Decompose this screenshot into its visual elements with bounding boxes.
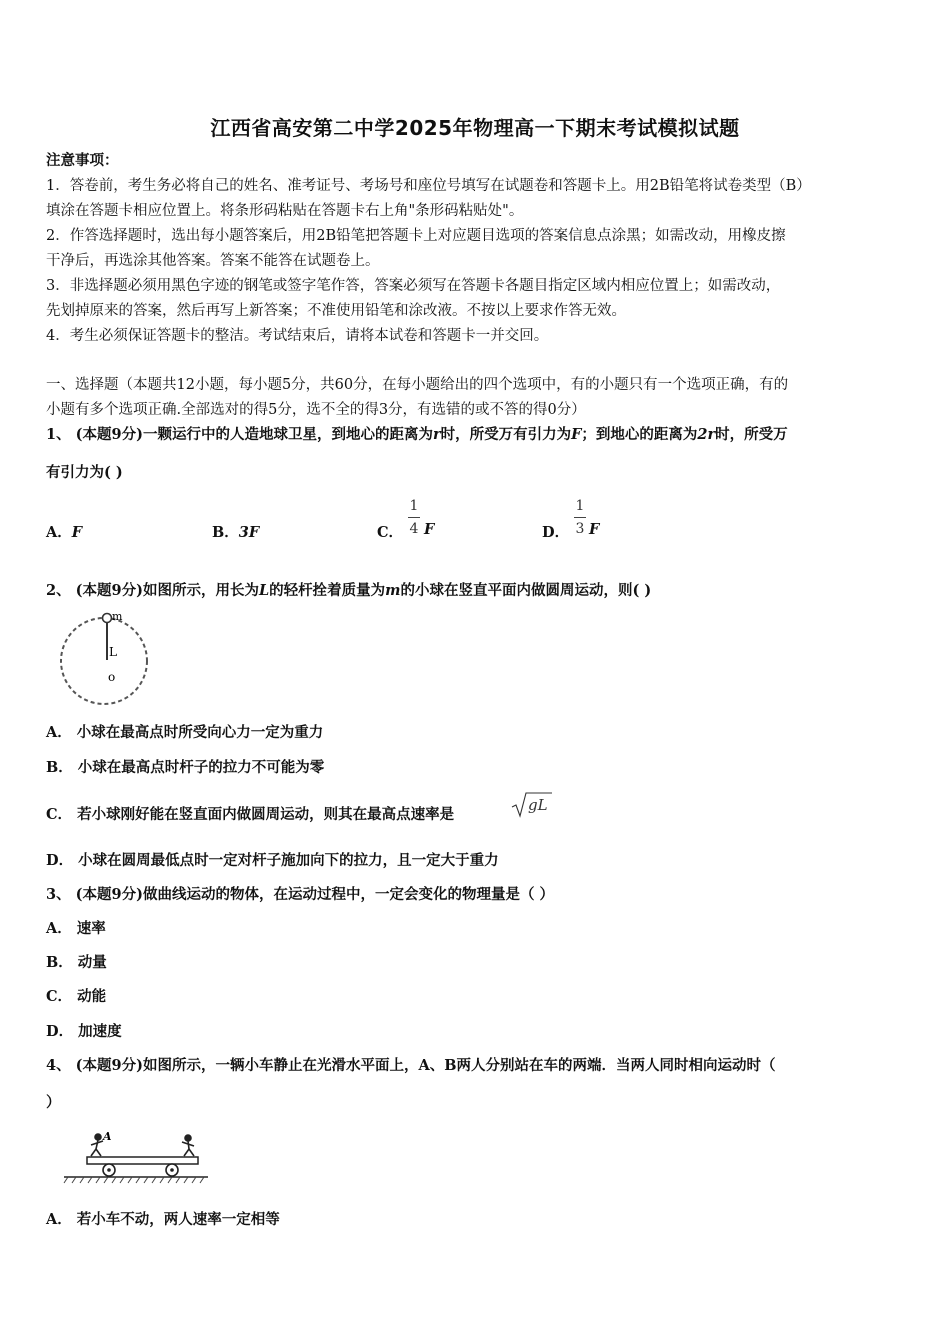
q1-text: 时，所受万有引力为 bbox=[440, 426, 572, 443]
option-value: F bbox=[589, 521, 600, 538]
q2-circle-figure bbox=[50, 608, 160, 710]
q2-option-b[interactable]: B． 小球在最高点时杆子的拉力不可能为零 bbox=[46, 759, 325, 776]
q2-var-m: m bbox=[385, 582, 401, 599]
fraction-denominator: 3 bbox=[575, 521, 585, 537]
option-value: 3F bbox=[238, 524, 260, 541]
question-1-stem-cont: 有引力为( ) bbox=[46, 464, 123, 481]
option-text: C． 若小球刚好能在竖直面内做圆周运动，则其在最高点速率是 bbox=[46, 806, 455, 823]
q2-option-d[interactable]: D． 小球在圆周最低点时一定对杆子施加向下的拉力，且一定大于重力 bbox=[46, 852, 499, 869]
q1-text: 1、 (本题9分)一颗运行中的人造地球卫星，到地心的距离为 bbox=[46, 426, 433, 443]
notice-line: 干净后，再选涂其他答案。答案不能答在试题卷上。 bbox=[46, 253, 380, 269]
page-title: 江西省高安第二中学2025年物理高一下期末考试模拟试题 bbox=[210, 116, 740, 140]
sqrt-radicand: gL bbox=[528, 796, 548, 814]
q1-text: ；到地心的距离为 bbox=[581, 426, 698, 443]
q1-option-c-value bbox=[424, 521, 434, 538]
q4-option-a[interactable]: A． 若小车不动，两人速率一定相等 bbox=[46, 1211, 280, 1228]
option-value: F bbox=[71, 524, 83, 541]
sqrt-gl-expression bbox=[510, 790, 554, 820]
label-L: L bbox=[109, 645, 117, 659]
option-label: A． bbox=[46, 524, 72, 541]
section-heading: 一、选择题（本题共12小题，每小题5分，共60分，在每小题给出的四个选项中，有的小题只有一个选项正确，有的 bbox=[46, 377, 789, 393]
q2-text: 的轻杆拴着质量为 bbox=[269, 582, 386, 599]
notice-line: 先划掉原来的答案，然后再写上新答案；不准使用铅笔和涂改液。不按以上要求作答无效。 bbox=[46, 303, 626, 319]
question-4-stem: 4、 (本题9分)如图所示，一辆小车静止在光滑水平面上，A、B两人分别站在车的两端．当两人同时相向运动时（ bbox=[46, 1057, 776, 1074]
q1-option-d-value bbox=[589, 521, 599, 538]
notice-line: 1．答卷前，考生务必将自己的姓名、准考证号、考场号和座位号填写在试题卷和答题卡上。用2B铅笔将试卷类型（B） bbox=[46, 178, 811, 194]
question-1-stem bbox=[46, 424, 916, 446]
q1-var-2r: 2r bbox=[697, 426, 716, 443]
q2-text: 的小球在竖直平面内做圆周运动，则( ) bbox=[400, 582, 652, 599]
fraction-numerator: 1 bbox=[575, 498, 585, 514]
notice-line: 2．作答选择题时，选出每小题答案后，用2B铅笔把答题卡上对应题目选项的答案信息点涂黑；如需改动，用橡皮擦 bbox=[46, 228, 786, 244]
notice-heading: 注意事项： bbox=[46, 152, 119, 169]
option-label: D． bbox=[542, 524, 570, 541]
question-2-stem bbox=[46, 580, 916, 602]
q1-var-r: r bbox=[432, 426, 441, 443]
q1-option-d-fraction bbox=[572, 495, 588, 540]
q1-option-d[interactable] bbox=[542, 521, 569, 542]
q2-option-a[interactable]: A． 小球在最高点时所受向心力一定为重力 bbox=[46, 724, 324, 741]
ball bbox=[103, 614, 112, 623]
question-3-stem: 3、 (本题9分)做曲线运动的物体，在运动过程中，一定会变化的物理量是（ ） bbox=[46, 886, 554, 903]
cart-deck bbox=[87, 1157, 198, 1164]
q3-option-a[interactable]: A． 速率 bbox=[46, 920, 106, 937]
fraction-numerator: 1 bbox=[409, 498, 419, 514]
notice-line: 3．非选择题必须用黑色字迹的钢笔或签字笔作答，答案必须写在答题卡各题目指定区域内相应位置上；如需改动， bbox=[46, 278, 781, 294]
q3-option-c[interactable]: C． 动能 bbox=[46, 988, 107, 1005]
q3-option-b[interactable]: B． 动量 bbox=[46, 954, 107, 971]
label-o: o bbox=[108, 670, 116, 684]
q1-option-c-fraction bbox=[406, 495, 422, 540]
option-value: F bbox=[424, 521, 435, 538]
q1-text: 时，所受万 bbox=[715, 426, 788, 443]
person-b bbox=[182, 1135, 194, 1156]
notice-line: 填涂在答题卡相应位置上。将条形码粘贴在答题卡右上角"条形码粘贴处"。 bbox=[46, 203, 524, 219]
q1-var-F: F bbox=[571, 426, 582, 443]
option-label: B． bbox=[212, 524, 239, 541]
q2-text: 2、 (本题9分)如图所示，用长为 bbox=[46, 582, 259, 599]
label-m: m bbox=[112, 610, 123, 623]
q3-option-d[interactable]: D． 加速度 bbox=[46, 1023, 122, 1040]
notice-line: 4．考生必须保证答题卡的整洁。考试结束后，请将本试卷和答题卡一并交回。 bbox=[46, 328, 549, 344]
q1-option-a[interactable] bbox=[46, 521, 82, 542]
fraction-denominator: 4 bbox=[409, 521, 419, 537]
q1-option-b[interactable] bbox=[212, 521, 259, 542]
q1-option-c[interactable] bbox=[377, 521, 403, 542]
person-a bbox=[91, 1134, 103, 1156]
label-a: A bbox=[103, 1130, 112, 1143]
section-heading: 小题有多个选项正确.全部选对的得5分，选不全的得3分，有选错的或不答的得0分） bbox=[46, 402, 586, 418]
option-label: C． bbox=[377, 524, 404, 541]
q2-option-c[interactable] bbox=[46, 804, 916, 826]
question-4-stem-cont: ） bbox=[46, 1094, 61, 1111]
q4-cart-figure bbox=[60, 1128, 210, 1188]
circle-path bbox=[61, 618, 147, 704]
ground-hatch bbox=[64, 1177, 204, 1183]
q2-var-L: L bbox=[258, 582, 270, 599]
